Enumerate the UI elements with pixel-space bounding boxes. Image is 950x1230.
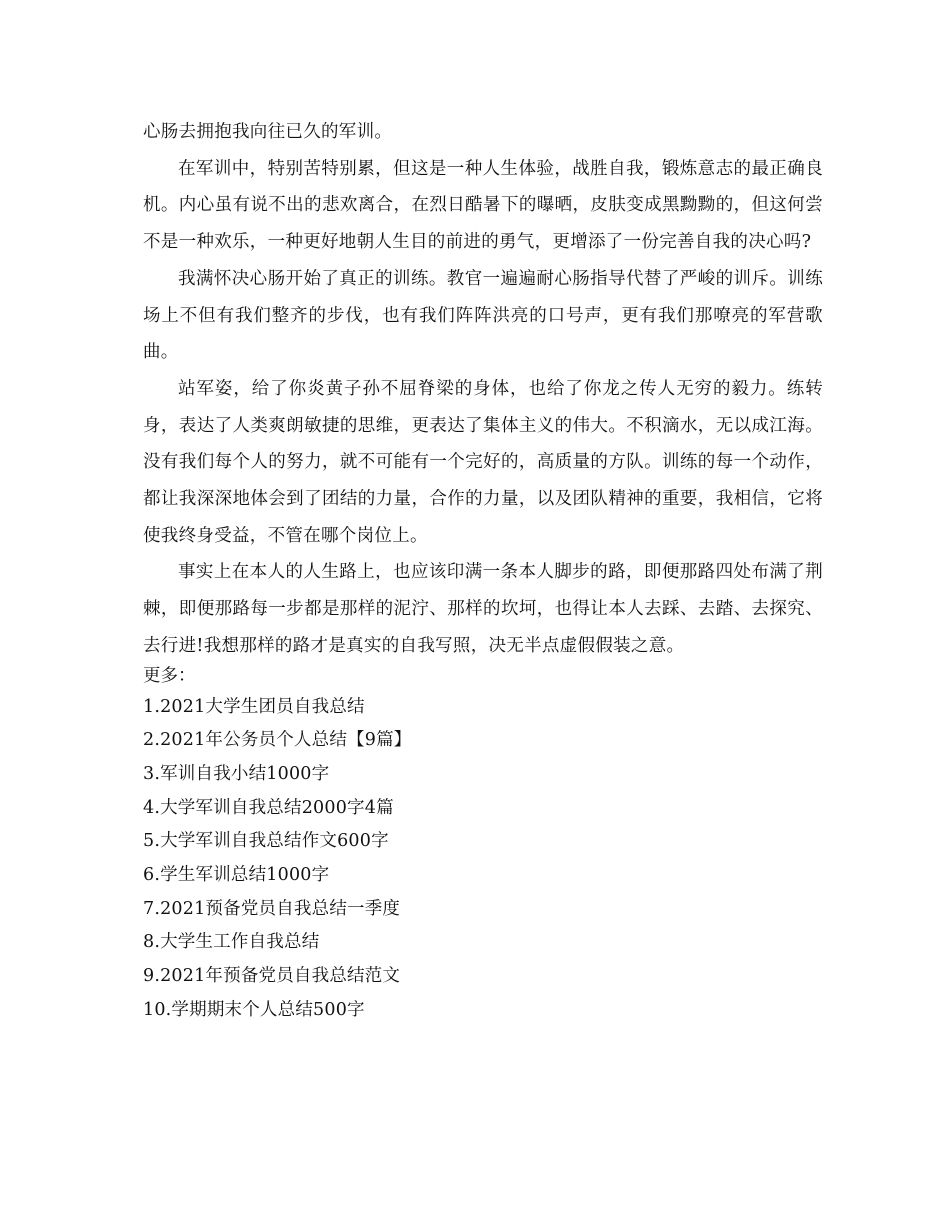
document-page bbox=[143, 114, 823, 1028]
paragraph-life-path: 事实上在本人的人生路上，也应该印满一条本人脚步的路，即便那路四处布满了荆棘，即便那路每一步都是那样的泥泞、那样的坎坷，也得让本人去踩、去踏、去探究、去行进!我想那样的路才是真实的自我写照，决无半点虚假假装之意。 bbox=[143, 562, 823, 656]
more-link-item[interactable]: 10.学期期末个人总结500字 bbox=[143, 999, 365, 1020]
paragraph-training-hardship: 在军训中，特别苦特别累，但这是一种人生体验，战胜自我，锻炼意志的最正确良机。内心虽有说不出的悲欢离合，在烈日酷暑下的曝晒，皮肤变成黑黝黝的，但这何尝不是一种欢乐，一种更好地朝人生目的前进的勇气，更增添了一份完善自我的决心吗? bbox=[143, 158, 823, 253]
more-link-item[interactable]: 2.2021年公务员个人总结【9篇】 bbox=[143, 730, 412, 751]
paragraph-continuation: 心肠去拥抱我向往已久的军训。 bbox=[143, 122, 393, 142]
paragraph-training-start: 我满怀决心肠开始了真正的训练。教官一遍遍耐心肠指导代替了严峻的训斥。训练场上不但有我们整齐的步伐，也有我们阵阵洪亮的口号声，更有我们那嘹亮的军营歌曲。 bbox=[143, 268, 823, 363]
more-link-item[interactable]: 8.大学生工作自我总结 bbox=[143, 932, 320, 953]
more-link-item[interactable]: 7.2021预备党员自我总结一季度 bbox=[143, 898, 401, 919]
more-links-list bbox=[143, 691, 823, 1028]
more-link-item[interactable]: 3.军训自我小结1000字 bbox=[143, 763, 330, 784]
more-link-item[interactable]: 5.大学军训自我总结作文600字 bbox=[143, 831, 389, 852]
more-link-item[interactable]: 9.2021年预备党员自我总结范文 bbox=[143, 966, 401, 987]
paragraph-military-posture: 站军姿，给了你炎黄子孙不屈脊梁的身体，也给了你龙之传人无穷的毅力。练转身，表达了人类爽朗敏捷的思维，更表达了集体主义的伟大。不积滴水，无以成江海。没有我们每个人的努力，就不可能有一个完好的，高质量的方队。训练的每一个动作，都让我深深地体会到了团结的力量，合作的力量，以及团队精神的重要，我相信，它将使我终身受益，不管在哪个岗位上。 bbox=[143, 378, 823, 546]
more-label: 更多： bbox=[143, 665, 196, 686]
more-link-item[interactable]: 6.学生军训总结1000字 bbox=[143, 865, 330, 886]
more-link-item[interactable]: 1.2021大学生团员自我总结 bbox=[143, 696, 365, 717]
more-link-item[interactable]: 4.大学军训自我总结2000字4篇 bbox=[143, 797, 394, 818]
